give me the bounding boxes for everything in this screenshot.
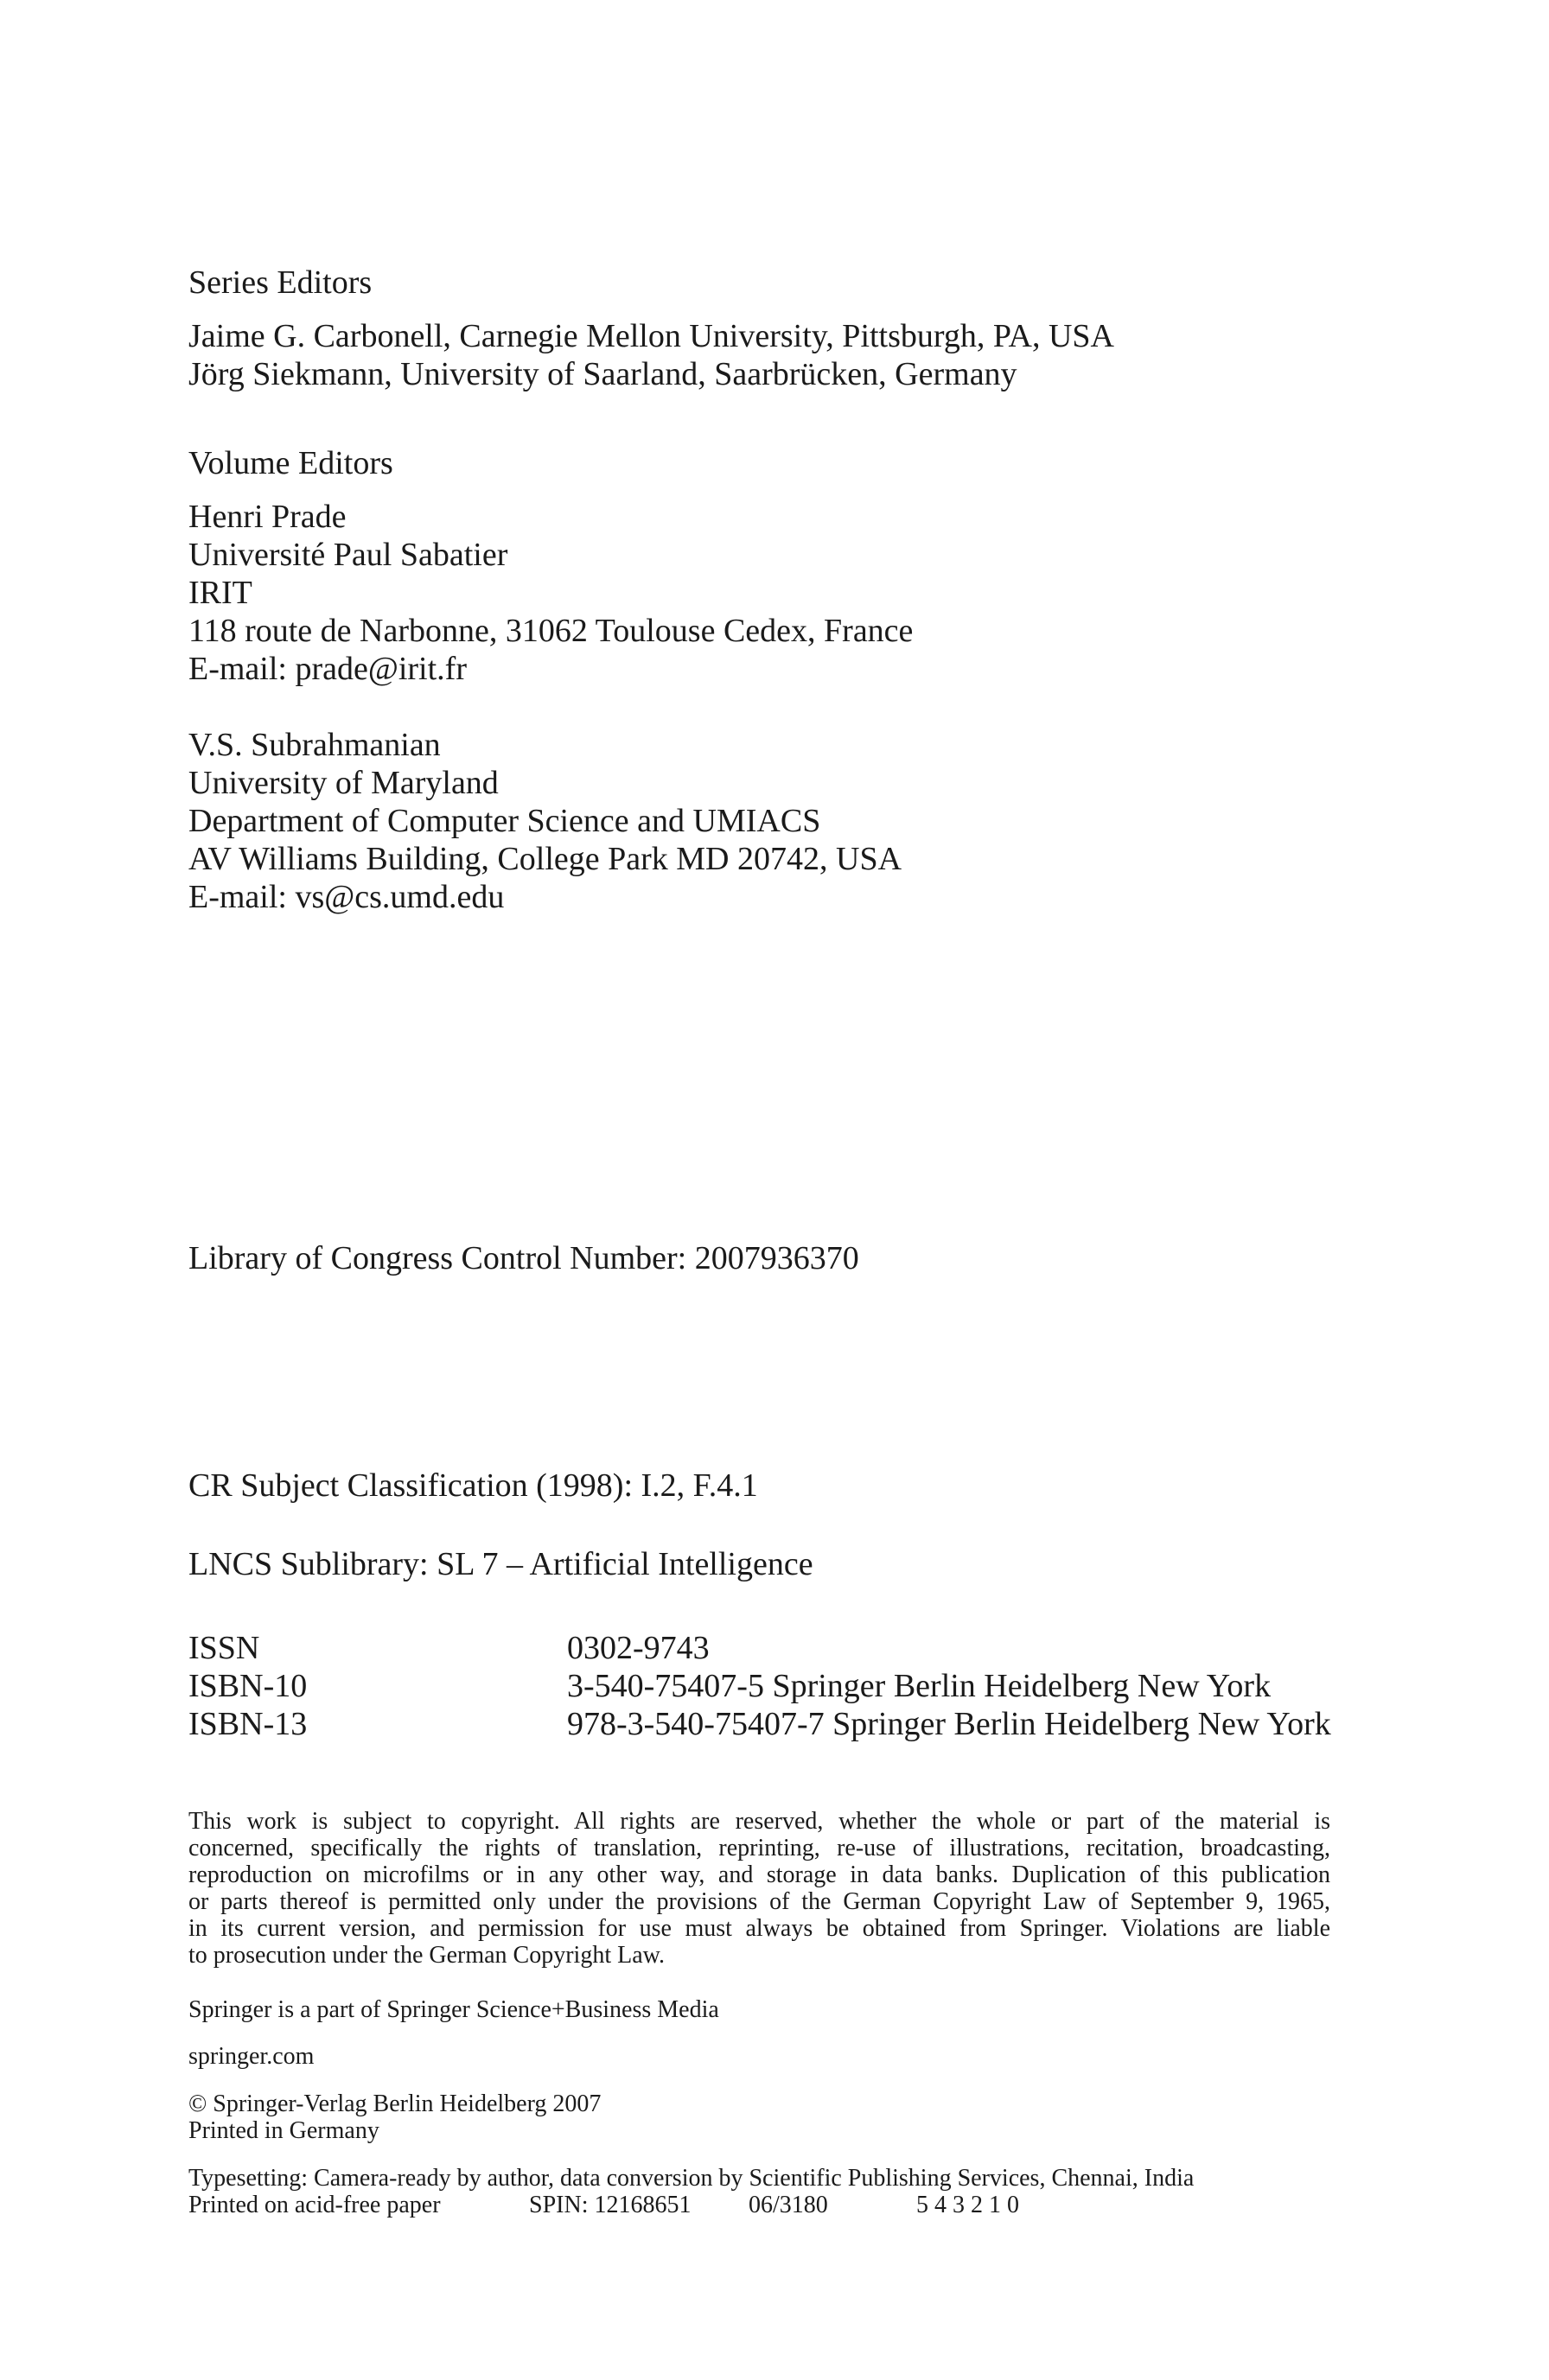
identifier-label: ISBN-13 (188, 1706, 308, 1742)
editor2-affiliation: University of Maryland (188, 765, 499, 801)
identifier-row (188, 1667, 1272, 1705)
editor1-affiliation: Université Paul Sabatier (188, 537, 508, 573)
spin-number: SPIN: 12168651 (529, 2192, 692, 2218)
lccn: Library of Congress Control Number: 2007936370 (188, 1240, 859, 1276)
identifier-label: ISBN-10 (188, 1668, 308, 1704)
identifier-label: ISSN (188, 1630, 260, 1666)
editor2-address: AV Williams Building, College Park MD 20742, USA (188, 841, 902, 877)
copyright-line: © Springer-Verlag Berlin Heidelberg 2007 (188, 2090, 602, 2117)
notice-line: or parts thereof is permitted only under the provisions of the German Copyright Law of September 9, 1965, (188, 1888, 1330, 1915)
editor2-name: V.S. Subrahmanian (188, 727, 441, 763)
copyright-notice (188, 1808, 1330, 1969)
volume-editors-heading: Volume Editors (188, 445, 393, 481)
editor2-email: E-mail: vs@cs.umd.edu (188, 879, 505, 915)
typesetting: Typesetting: Camera-ready by author, data conversion by Scientific Publishing Services, Chennai, India (188, 2165, 1195, 2192)
editor2-department: Department of Computer Science and UMIACS (188, 803, 821, 839)
editor1-address: 118 route de Narbonne, 31062 Toulouse Cedex, France (188, 613, 914, 649)
identifier-row (188, 1705, 1331, 1743)
editor1-name: Henri Prade (188, 499, 347, 535)
paper-info: Printed on acid-free paper (188, 2192, 441, 2218)
print-code: 06/3180 (749, 2192, 828, 2218)
notice-line: reproduction on microfilms or in any other way, and storage in data banks. Duplication of this publication (188, 1861, 1330, 1888)
springer-part: Springer is a part of Springer Science+Business Media (188, 1996, 719, 2023)
lncs-sublibrary: LNCS Sublibrary: SL 7 – Artificial Intelligence (188, 1546, 813, 1582)
series-editor-line: Jörg Siekmann, University of Saarland, Saarbrücken, Germany (188, 356, 1017, 392)
editor1-institute: IRIT (188, 575, 252, 611)
editor1-email: E-mail: prade@irit.fr (188, 651, 467, 687)
printed-in: Printed in Germany (188, 2117, 379, 2144)
identifier-value: 0302-9743 (567, 1630, 710, 1666)
series-editor-line: Jaime G. Carbonell, Carnegie Mellon University, Pittsburgh, PA, USA (188, 318, 1114, 354)
print-run-digits: 5 4 3 2 1 0 (916, 2192, 1019, 2218)
identifier-row (188, 1629, 710, 1667)
identifier-value: 978-3-540-75407-7 Springer Berlin Heidelberg New York (567, 1706, 1331, 1742)
notice-line: in its current version, and permission for use must always be obtained from Springer. Violations are liable (188, 1915, 1330, 1942)
series-editors-heading: Series Editors (188, 264, 373, 301)
notice-line: to prosecution under the German Copyright Law. (188, 1942, 666, 1969)
cr-classification: CR Subject Classification (1998): I.2, F.4.1 (188, 1467, 758, 1504)
identifier-value: 3-540-75407-5 Springer Berlin Heidelberg New York (567, 1668, 1272, 1704)
notice-line: This work is subject to copyright. All rights are reserved, whether the whole or part of the material is (188, 1808, 1330, 1835)
notice-line: concerned, specifically the rights of translation, reprinting, re-use of illustrations, recitation, broadcasting, (188, 1835, 1330, 1861)
website: springer.com (188, 2043, 315, 2070)
